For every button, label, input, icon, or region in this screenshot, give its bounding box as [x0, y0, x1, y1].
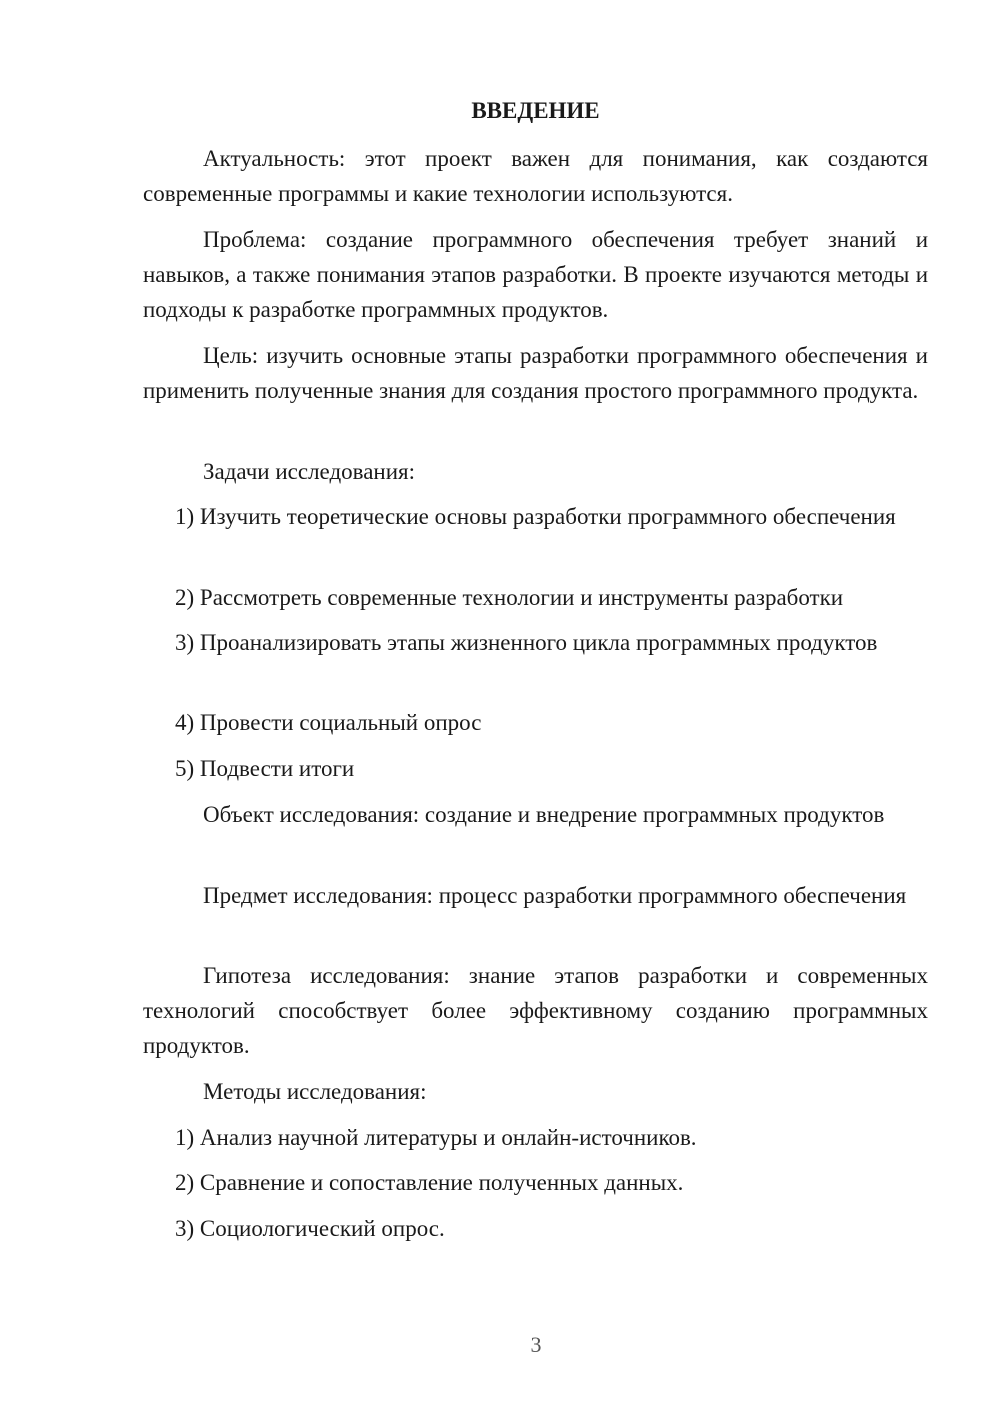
page-number: 3 [530, 1332, 542, 1357]
hypothesis-paragraph: Гипотеза исследования: знание этапов разработки и современных технологий способствует более эффективному созданию программных продуктов. [143, 963, 928, 1058]
relevance-paragraph: Актуальность: этот проект важен для понимания, как создаются современные программы и какие технологии используются. [143, 146, 928, 206]
task-item: 5) Подвести итоги [175, 756, 355, 781]
task-item: 1) Изучить теоретические основы разработки программного обеспечения [175, 504, 896, 529]
tasks-heading: Задачи исследования: [203, 459, 416, 484]
object-paragraph: Объект исследования: создание и внедрение программных продуктов [203, 802, 885, 827]
task-item: 3) Проанализировать этапы жизненного цикла программных продуктов [175, 630, 878, 655]
task-item: 4) Провести социальный опрос [175, 710, 482, 735]
goal-paragraph: Цель: изучить основные этапы разработки программного обеспечения и применить полученные знания для создания простого программного продукта. [143, 343, 928, 403]
section-title: ВВЕДЕНИЕ [471, 98, 600, 123]
problem-paragraph: Проблема: создание программного обеспечения требует знаний и навыков, а также понимания этапов разработки. В проекте изучаются методы и подходы к разработке программных продуктов. [143, 227, 928, 322]
task-item: 2) Рассмотреть современные технологии и инструменты разработки [175, 585, 844, 610]
method-item: 2) Сравнение и сопоставление полученных данных. [175, 1170, 684, 1195]
methods-heading: Методы исследования: [203, 1079, 427, 1104]
method-item: 1) Анализ научной литературы и онлайн-источников. [175, 1125, 697, 1150]
subject-paragraph: Предмет исследования: процесс разработки программного обеспечения [203, 883, 907, 908]
method-item: 3) Социологический опрос. [175, 1216, 445, 1241]
